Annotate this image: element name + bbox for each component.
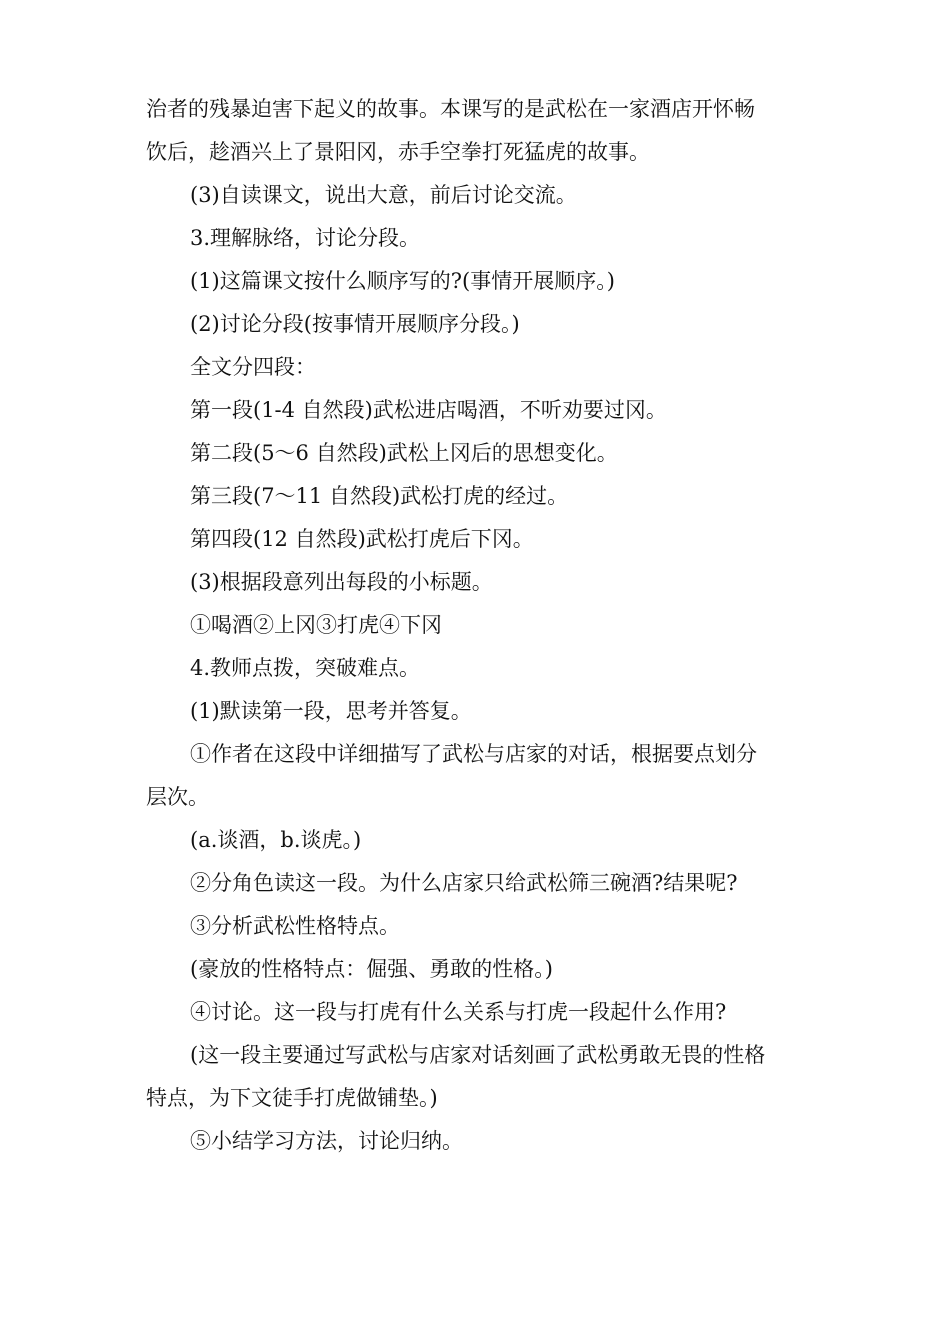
text-line: 层次。 [146,785,209,809]
text-line: (1)这篇课文按什么顺序写的?(事情开展顺序。) [190,269,615,293]
text-line: (豪放的性格特点：倔强、勇敢的性格。) [190,957,553,981]
text-line: ④讨论。这一段与打虎有什么关系与打虎一段起什么作用? [190,1000,727,1024]
text-line: (3)自读课文，说出大意，前后讨论交流。 [190,183,577,207]
text-line: ②分角色读这一段。为什么店家只给武松筛三碗酒?结果呢? [190,871,738,895]
text-line: (这一段主要通过写武松与店家对话刻画了武松勇敢无畏的性格 [190,1043,766,1067]
text-line: ①喝酒②上冈③打虎④下冈 [190,613,442,637]
document-body [146,88,811,1163]
text-line: 饮后，趁酒兴上了景阳冈，赤手空拳打死猛虎的故事。 [146,140,650,164]
text-line: ⑤小结学习方法，讨论归纳。 [190,1129,463,1153]
text-line: 第四段(12 自然段)武松打虎后下冈。 [190,527,534,551]
text-line: 治者的残暴迫害下起义的故事。本课写的是武松在一家酒店开怀畅 [146,97,755,121]
text-line: (1)默读第一段，思考并答复。 [190,699,472,723]
text-line: 第三段(7～11 自然段)武松打虎的经过。 [190,484,569,508]
text-line: (3)根据段意列出每段的小标题。 [190,570,493,594]
text-line: ③分析武松性格特点。 [190,914,400,938]
text-line: 特点，为下文徒手打虎做铺垫。) [146,1086,438,1110]
text-line: ①作者在这段中详细描写了武松与店家的对话，根据要点划分 [190,742,757,766]
text-line: (2)讨论分段(按事情开展顺序分段。) [190,312,520,336]
text-line: 全文分四段： [190,355,316,379]
text-line: 第一段(1-4 自然段)武松进店喝酒，不听劝要过冈。 [190,398,667,422]
text-line: 4.教师点拨，突破难点。 [190,656,421,680]
text-line: 第二段(5～6 自然段)武松上冈后的思想变化。 [190,441,618,465]
text-line: (a.谈酒，b.谈虎。) [190,828,362,852]
text-line: 3.理解脉络，讨论分段。 [190,226,421,250]
